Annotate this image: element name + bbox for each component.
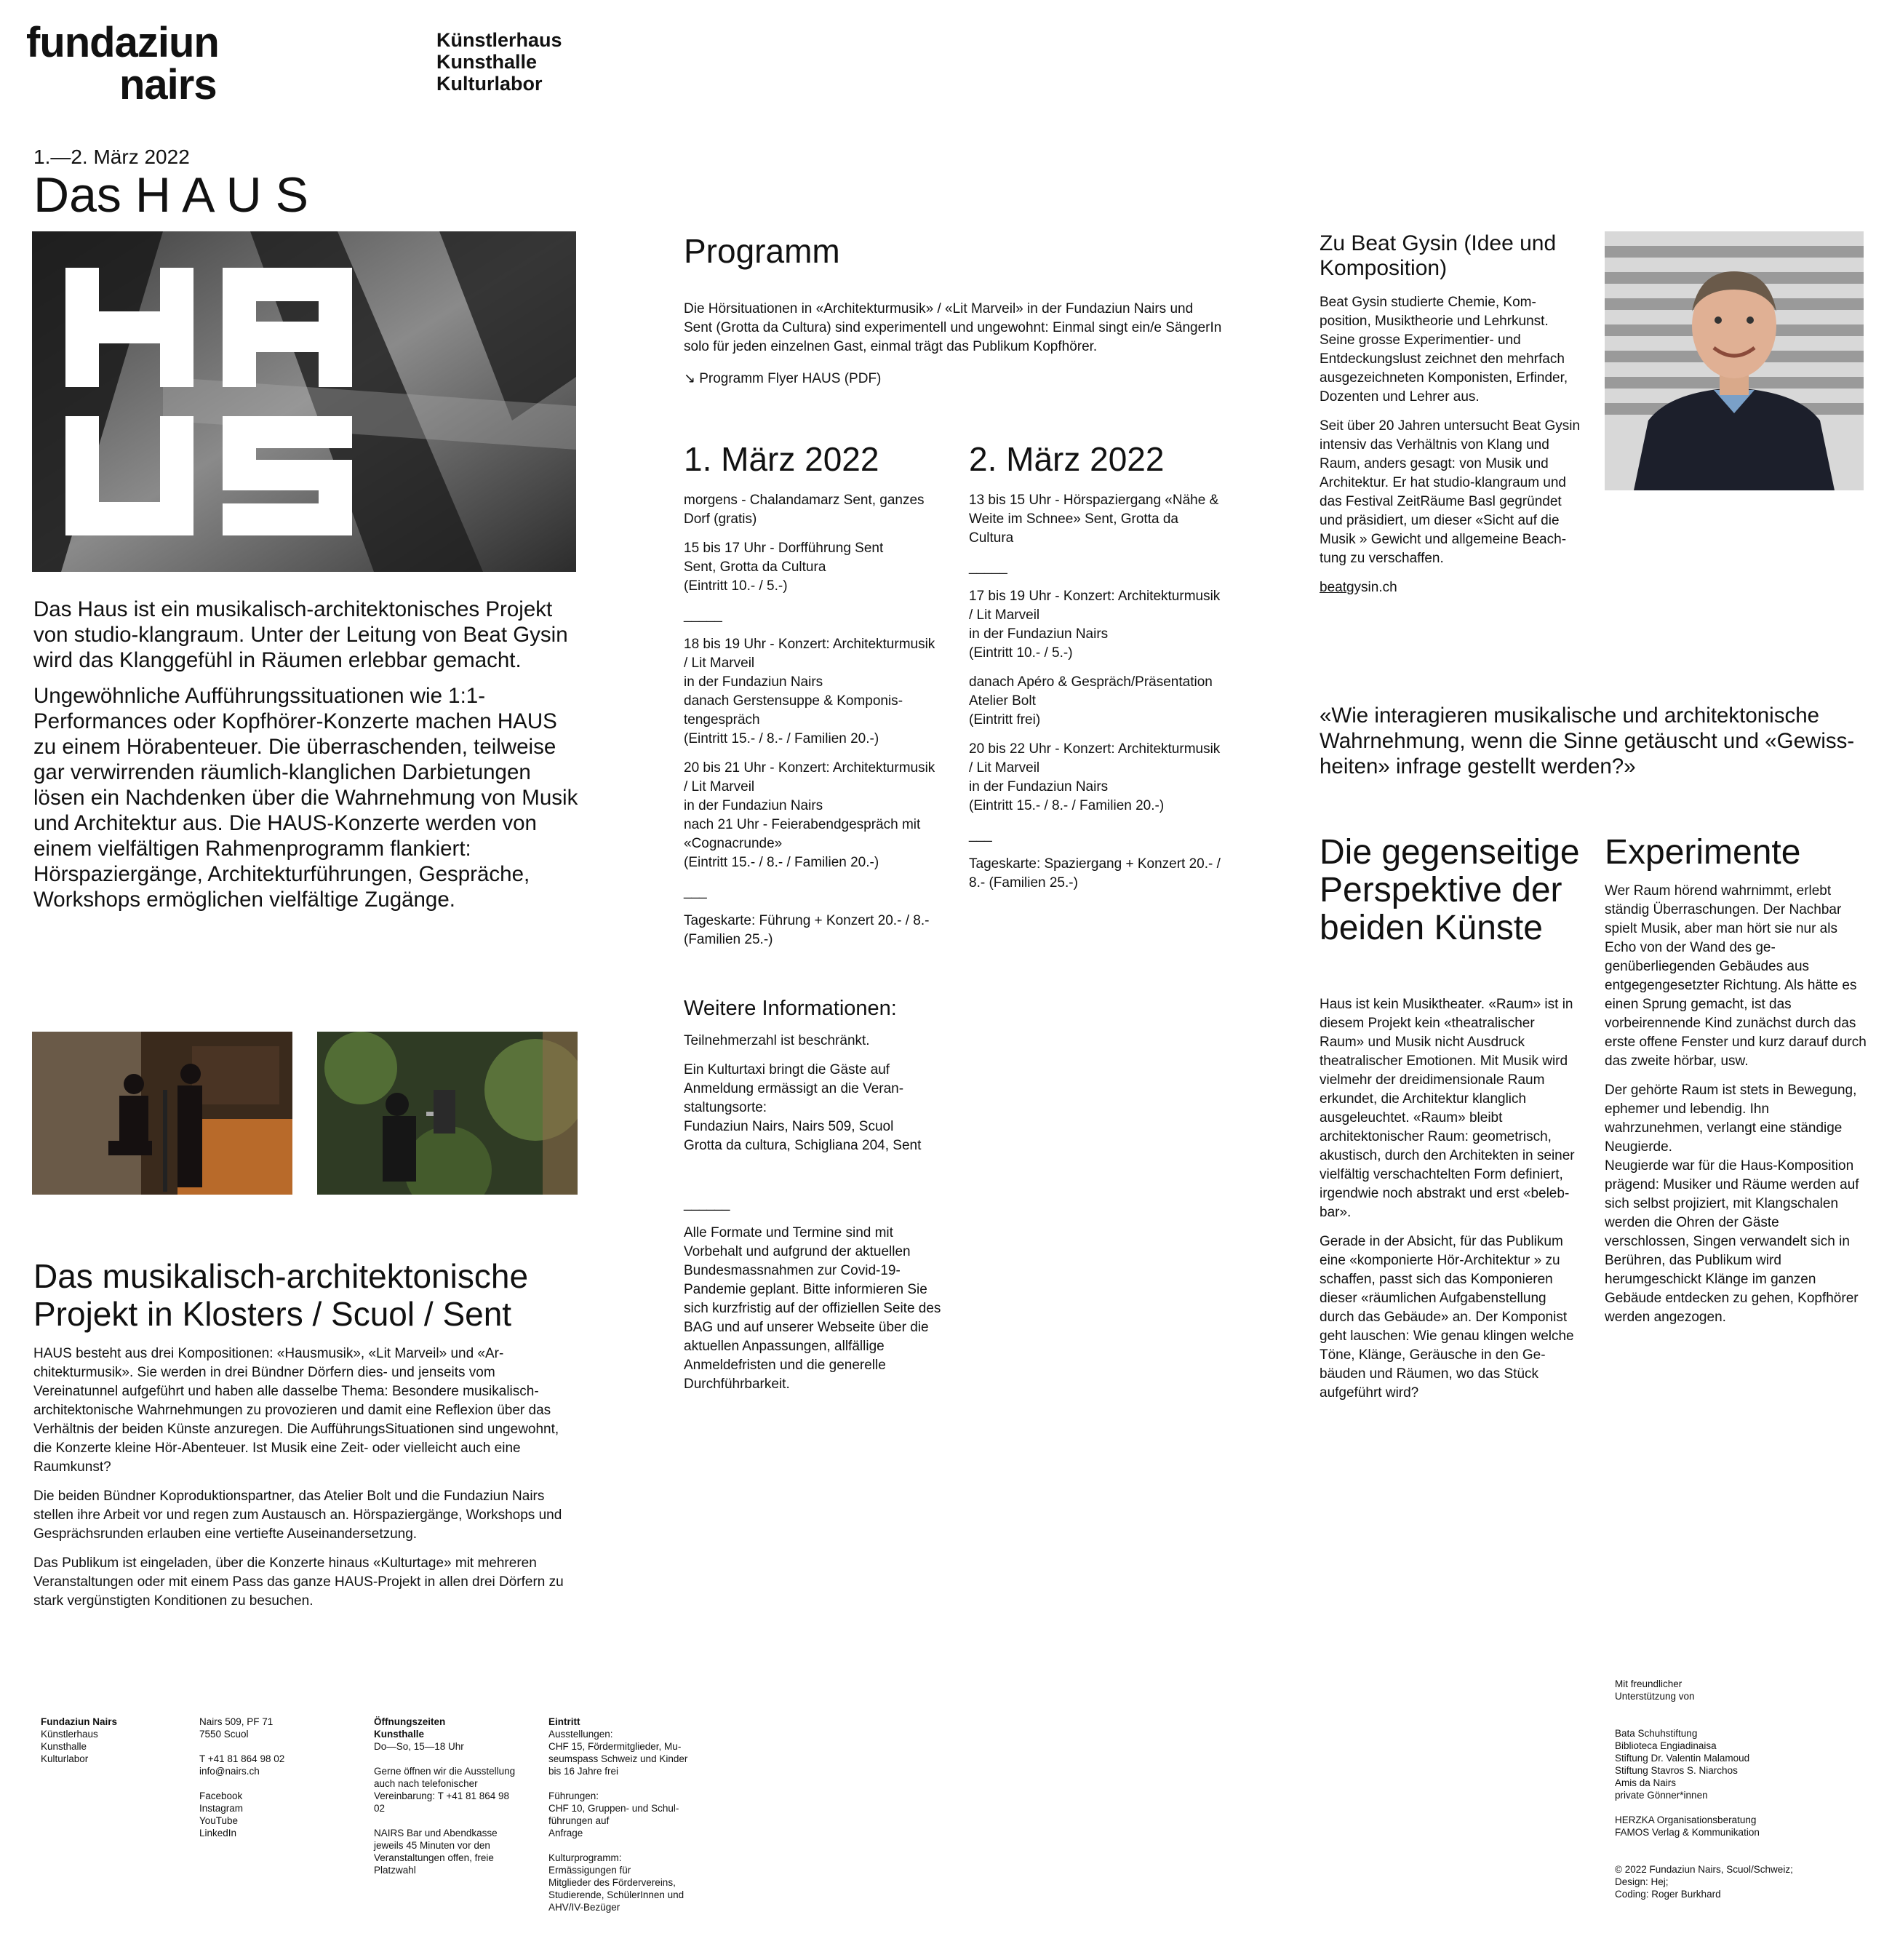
experimente-paragraph: Der gehörte Raum ist stets in Bewegung, ephemer und lebendig. Ihn wahrzunehmen, verlangt eine ständige Neugierde. Neugierde war für die Haus-Komposition prägend: Musiker und Räume werden auf sich selbst projiziert, mit Klangschalen werden die Ohren der Gäste verschlossen, Singen verwandelt sich in Berühren, das Publikum wird herumgeschickt Klänge im ganzen Gebäude entdecken zu gehen, Kopfhörer werden angezogen. <box>1605 1083 1859 1325</box>
klosters-paragraph: Die beiden Bündner Koproduktionspartner, das Atelier Bolt und die Fundaziun Nairs stellen ihre Arbeit vor und regen zum Austausch an. Hörspaziergänge, Workshops und Gesprächsrunden erlauben eine vertiefte Auseinandersetzung. <box>33 1489 562 1542</box>
intro-text <box>33 597 579 923</box>
schedule-divider: ___ <box>684 884 707 899</box>
day2-title: 2. März 2022 <box>969 440 1165 478</box>
intro-paragraph: Ungewöhnliche Aufführungssituationen wie 1:1-Performances oder Kopfhörer-Konzerte machen HAUS zu einem Hörabenteuer. Die überraschenden, teilweise gar verwirrenden räumlich-klanglichen Darbietungen lösen ein Nachdenken über die Wahrnehmung von Musik und Architektur aus. Die HAUS-Konzerte werden von einem vielfältigen Rahmenprogramm flankiert: Hörspaziergänge, Architekturführungen, Gespräche, Workshops ermöglichen vielfältige Zugänge. <box>33 684 578 912</box>
perspektive-paragraph: Haus ist kein Musiktheater. «Raum» ist in diesem Projekt kein «theatralischer Raum» und Musik nicht Ausdruck theatralischer Emotionen. Mit Musik wird vielmehr der dreidimensionale Raum erkundet, die Architektur klanglich ausgeleuchtet. «Raum» bleibt architektonischer Raum: geometrisch, akustisch, durch den Architekten in seiner vielfältig verschachtelten Form definiert, irgendwie noch abstrakt und erst «belebbar». <box>1320 997 1575 1220</box>
section-title-perspektive: Die gegenseitige Perspektive der beiden Künste <box>1320 833 1580 947</box>
footer-link-linkedin[interactable]: LinkedIn <box>199 1828 237 1839</box>
weitere-title: Weitere Informationen: <box>684 997 897 1020</box>
footer-hours-title: Öffnungszeiten Kunsthalle <box>374 1716 446 1740</box>
schedule-item: Tageskarte: Führung + Konzert 20.- / 8.- (Familien 25.-) <box>684 913 930 947</box>
event-date: 1.—2. März 2022 <box>33 146 190 168</box>
footer-col-contact <box>199 1716 345 1839</box>
beat-paragraph: Beat Gysin studierte Chemie, Komposition, Musiktheorie und Lehrkunst. Seine grosse Experimentier- und Entdeckungslust zeichnet den mehrfach ausgezeichneten Komponisten, Erfinder, Dozenten und Lehrer aus. <box>1320 295 1568 405</box>
intro-paragraph: Das Haus ist ein musikalisch-architektonisches Projekt von studio-klangraum. Unter der Leitung von Beat Gysin wird das Klanggefühl in Räumen erlebbar gemacht. <box>33 597 568 672</box>
hero-graphic <box>32 231 576 572</box>
link-prefix: beat <box>1320 580 1346 595</box>
beat-gysin-title: Zu Beat Gysin (Idee und Komposition) <box>1320 231 1557 280</box>
footer-link-facebook[interactable]: Facebook <box>199 1790 243 1801</box>
section-title-experimente: Experimente <box>1605 833 1801 872</box>
link-rest: gysin.ch <box>1346 580 1397 595</box>
schedule-item: 13 bis 15 Uhr - Hörspaziergang «Nähe & Weite im Schnee» Sent, Grotta da Cultura <box>969 493 1219 546</box>
day1-schedule <box>684 491 938 960</box>
footer-col-support <box>1615 1678 1804 1913</box>
schedule-item: 15 bis 17 Uhr - Dorfführung Sent Sent, Grotta da Cultura (Eintritt 10.- / 5.-) <box>684 541 884 594</box>
footer-hours: Do—So, 15—18 Uhr <box>374 1741 464 1752</box>
footer-eintritt-kultur: Kulturprogramm: Ermässigungen für Mitglieder des Fördervereins, Studierende, SchülerInnen und AHV/IV-Bezüger <box>548 1852 684 1913</box>
schedule-item: morgens - Chalandamarz Sent, ganzes Dorf (gratis) <box>684 493 925 527</box>
tagline-line: Kulturlabor <box>436 73 543 95</box>
logo-line-1: fundaziun <box>26 19 219 66</box>
footer-support-title: Mit freundlicher Unterstützung von <box>1615 1678 1695 1702</box>
portrait-beat-gysin <box>1605 231 1864 490</box>
concert-photo-singer <box>32 1032 292 1195</box>
footer-link-youtube[interactable]: YouTube <box>199 1815 239 1826</box>
weitere-spacer <box>684 1166 946 1184</box>
schedule-item: 20 bis 22 Uhr - Konzert: Architekturmusik / Lit Marveil in der Fundaziun Nairs (Eintritt 15.- / 8.- / Familien 20.-) <box>969 741 1221 813</box>
perspektive-text <box>1320 995 1581 1413</box>
concert-photo-performer <box>317 1032 578 1195</box>
beat-paragraph: Seit über 20 Jahren untersucht Beat Gysin intensiv das Verhältnis von Klang und Raum, anders gesagt: von Musik und Architektur. Er hat studio-klangraum und das Festival ZeitRäume Basl gegründet und präsidiert, um dieser «Sicht auf die Musik » Gewicht und allgemeine Beachtung zu verschaffen. <box>1320 418 1581 566</box>
footer-bar-note: NAIRS Bar und Abendkasse jeweils 45 Minuten vor den Veranstaltungen offen, freie Platzwahl <box>374 1828 498 1876</box>
footer-hours-note: Gerne öffnen wir die Ausstellung auch nach telefonischer Vereinbarung: T +41 81 864 98 02 <box>374 1766 516 1814</box>
beat-gysin-text <box>1320 293 1581 607</box>
page-title: Das H A U S <box>33 167 308 223</box>
footer-credits: © 2022 Fundaziun Nairs, Scuol/Schweiz; Design: Hej; Coding: Roger Burkhard <box>1615 1864 1793 1900</box>
site-logo[interactable] <box>26 19 219 108</box>
logo-line-2: nairs <box>119 61 217 108</box>
weitere-item: Alle Formate und Termine sind mit Vorbehalt und aufgrund der aktuellen Bundesmassnahmen zur Covid-19-Pandemie geplant. Bitte informieren Sie sich kurzfristig auf der offiziellen Seite des BAG und auf unserer Webseite über die aktuellen Anpassungen, allfällige Anmeldefristen und die generelle Durchführbarkeit. <box>684 1225 941 1392</box>
experimente-text <box>1605 882 1867 1337</box>
klosters-paragraph: Das Publikum ist eingeladen, über die Konzerte hinaus «Kulturtage» mit mehreren Veranstaltungen oder mit einem Pass das ganze HAUS-Projekt in allen drei Dörfern zu stark vergünstigten Konditionen zu besuchen. <box>33 1555 564 1609</box>
schedule-item: Tageskarte: Spaziergang + Konzert 20.- / 8.- (Familien 25.-) <box>969 856 1221 891</box>
footer-eintritt-fuehrungen: Führungen: CHF 10, Gruppen- und Schulführungen auf Anfrage <box>548 1790 679 1839</box>
section-title-klosters: Das musikalisch-architektonische Projekt in Klosters / Scuol / Sent <box>33 1257 529 1333</box>
footer-address: Nairs 509, PF 71 7550 Scuol <box>199 1716 274 1740</box>
schedule-item: 17 bis 19 Uhr - Konzert: Architekturmusik / Lit Marveil in der Fundaziun Nairs (Eintritt 10.- / 5.-) <box>969 589 1221 661</box>
haus-lettering-image <box>32 231 576 572</box>
tagline-line: Kunsthalle <box>436 51 538 73</box>
schedule-divider: ___ <box>969 827 992 842</box>
klosters-paragraph: HAUS besteht aus drei Kompositionen: «Hausmusik», «Lit Marveil» und «Architekturmusik». Sie werden in drei Bündner Dörfern dies- und jenseits vom Vereinatunnel aufgeführt und haben alle dasselbe Thema: Besondere musikalisch-architektonische Wahrnehmungen zu provozieren und damit eine Reflexion über das Verhältnis der beiden Künste anzuregen. Die AufführungsSituationen sind ungewohnt, die Konzerte kleine Hör-Abenteuer. Ist Musik eine Zeit- oder vielleicht auch eine Raumkunst? <box>33 1346 559 1475</box>
day1-title: 1. März 2022 <box>684 440 879 478</box>
footer-supporters: Bata Schuhstiftung Biblioteca Engiadinaisa Stiftung Dr. Valentin Malamoud Stiftung Stavros S. Niarchos Amis da Nairs private Gönner*innen <box>1615 1728 1750 1801</box>
footer-col-eintritt <box>548 1716 694 1926</box>
klosters-text <box>33 1344 572 1621</box>
schedule-item: 18 bis 19 Uhr - Konzert: Architekturmusik / Lit Marveil in der Fundaziun Nairs danach Gerstensuppe & Komponistengespräch (Eintritt 15.- / 8.- / Familien 20.-) <box>684 637 935 746</box>
footer-col-institution <box>41 1716 172 1777</box>
programm-title: Programm <box>684 232 840 270</box>
footer-eintritt-title: Eintritt <box>548 1716 580 1727</box>
schedule-divider: _____ <box>969 559 1007 575</box>
programm-intro: Die Hörsituationen in «Architekturmusik» / «Lit Marveil» in der Fundaziun Nairs und Sent (Grotta da Cultura) sind experimentell und ungewohnt: Einmal singt ein/e SängerIn solo für jeden einzelnen Gast, einmal trägt das Publikum Kopfhörer. <box>684 301 1222 354</box>
day2-schedule <box>969 491 1224 903</box>
beatgysin-link[interactable] <box>1320 580 1397 595</box>
footer-col-hours <box>374 1716 519 1889</box>
schedule-item: danach Apéro & Gespräch/Präsentation Atelier Bolt (Eintritt frei) <box>969 674 1213 728</box>
footer-institution-lines: Künstlerhaus Kunsthalle Kulturlabor <box>41 1729 98 1764</box>
footer-institution-name: Fundaziun Nairs <box>41 1716 118 1727</box>
footer-eintritt-ausstellungen: Ausstellungen: CHF 15, Fördermitglieder, Museumspass Schweiz und Kinder bis 16 Jahre frei <box>548 1729 688 1777</box>
flyer-download-link[interactable] <box>684 370 881 389</box>
schedule-item: 20 bis 21 Uhr - Konzert: Architekturmusik / Lit Marveil in der Fundaziun Nairs nach 21 Uhr - Feierabendgespräch mit «Cognacrunde» (Eintritt 15.- / 8.- / Familien 20.-) <box>684 760 935 870</box>
weitere-divider: ______ <box>684 1196 730 1211</box>
pull-quote: «Wie interagieren musikalische und architektonische Wahrnehmung, wenn die Sinne getäuscht und «Gewissheiten» infrage gestellt werden?» <box>1320 704 1855 778</box>
arrow-down-right-icon: ↘ <box>684 371 695 386</box>
perspektive-paragraph: Gerade in der Absicht, für das Publikum eine «komponierte Hör-Architektur » zu schaffen, passt sich das Komponieren dieser «räumlichen Aufgabenstellung durch das Gebäude» an. Der Komponist geht lauschen: Wie genau klingen welche Töne, Klänge, Geräusche in den Gebäuden und Räumen, wo das Stück aufgeführt wird? <box>1320 1234 1574 1401</box>
site-tagline <box>436 29 562 95</box>
weitere-item: Ein Kulturtaxi bringt die Gäste auf Anmeldung ermässigt an die Veranstaltungsorte: Fundaziun Nairs, Nairs 509, Scuol Grotta da cultura, Schigliana 204, Sent <box>684 1062 922 1153</box>
tagline-line: Künstlerhaus <box>436 29 562 51</box>
flyer-link-label: Programm Flyer HAUS (PDF) <box>699 371 882 386</box>
footer-contact[interactable]: T +41 81 864 98 02 info@nairs.ch <box>199 1753 285 1777</box>
footer-link-instagram[interactable]: Instagram <box>199 1803 244 1814</box>
weitere-item: Teilnehmerzahl ist beschränkt. <box>684 1033 870 1048</box>
weitere-text <box>684 1032 946 1404</box>
schedule-divider: _____ <box>684 607 722 623</box>
experimente-paragraph: Wer Raum hörend wahrnimmt, erlebt ständig Überraschungen. Der Nachbar spielt Musik, aber man hört sie nur als Echo von der Wand des gegenüberliegenden Gebäudes aus entgegengesetzter Richtung. Als hätte es einen Sprung gemacht, ist das vorbeirennende Kind zunächst durch das erste offene Fenster und kurz darauf durch das zweite hörbar, usw. <box>1605 883 1867 1069</box>
footer-partners: HERZKA Organisationsberatung FAMOS Verlag & Kommunikation <box>1615 1814 1760 1838</box>
